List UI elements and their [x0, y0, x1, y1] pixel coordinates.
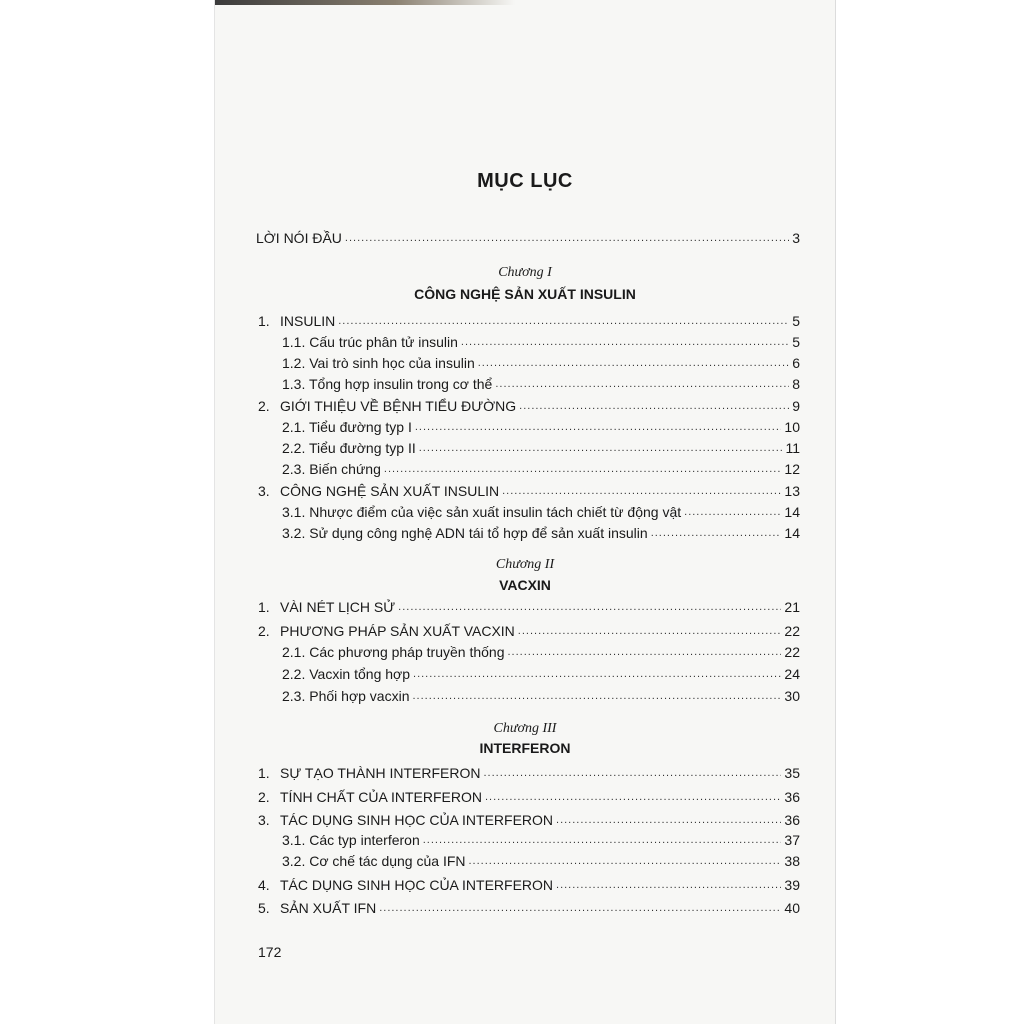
leader-dots — [556, 876, 781, 894]
toc-entry — [258, 482, 800, 500]
toc-entry-number: 3. — [258, 812, 270, 828]
toc-entry — [258, 876, 800, 894]
toc-entry-label: TÁC DỤNG SINH HỌC CỦA INTERFERON — [280, 877, 554, 893]
toc-entry-number: 2. — [258, 623, 270, 639]
leader-dots — [419, 439, 783, 457]
toc-entry — [282, 503, 800, 521]
toc-entry-number: 5. — [258, 900, 270, 916]
toc-entry-page: 22 — [784, 644, 800, 660]
toc-entry — [258, 788, 800, 806]
chapter-label: Chương III — [493, 721, 557, 736]
toc-entry-page: 14 — [784, 525, 800, 541]
toc-entry — [282, 439, 800, 457]
toc-entry-label: LỜI NÓI ĐẦU — [256, 230, 342, 246]
toc-entry-page: 40 — [784, 900, 800, 916]
toc-entry — [258, 899, 800, 917]
chapter-label: Chương II — [495, 557, 555, 572]
leader-dots — [507, 643, 781, 661]
toc-entry-label: VÀI NÉT LỊCH SỬ — [280, 599, 396, 615]
toc-entry-page: 11 — [785, 440, 800, 456]
toc-entry-label: 2.2. Tiểu đường typ II — [282, 440, 416, 456]
toc-entry-number: 1. — [258, 313, 270, 329]
toc-entry-page: 35 — [784, 765, 800, 781]
toc-entry-page: 24 — [784, 666, 800, 682]
toc-entry-page: 9 — [792, 398, 800, 414]
toc-entry-label: 2.1. Tiểu đường typ I — [282, 419, 412, 435]
toc-entry-number: 1. — [258, 765, 270, 781]
chapter-label: Chương I — [498, 265, 552, 280]
leader-dots — [483, 764, 781, 782]
leader-dots — [412, 687, 781, 705]
toc-entry-page: 38 — [784, 853, 800, 869]
toc-entry — [282, 831, 800, 849]
toc-entry-label: 1.2. Vai trò sinh học của insulin — [282, 355, 475, 371]
toc-entry — [258, 598, 800, 616]
toc-entry — [258, 811, 800, 829]
toc-entry-label: GIỚI THIỆU VỀ BỆNH TIỂU ĐƯỜNG — [280, 398, 517, 414]
leader-dots — [519, 397, 789, 415]
chapter-title: VACXIN — [499, 577, 551, 593]
page-number: 172 — [258, 944, 282, 960]
page-edge-shadow — [215, 0, 515, 5]
leader-dots — [518, 622, 782, 640]
leader-dots — [485, 788, 781, 806]
toc-entry-page: 3 — [792, 230, 800, 246]
toc-entry — [282, 687, 800, 705]
toc-entry — [282, 665, 800, 683]
leader-dots — [345, 229, 789, 247]
toc-entry-page: 22 — [784, 623, 800, 639]
toc-entry — [282, 524, 800, 542]
leader-dots — [415, 418, 782, 436]
toc-entry-page: 30 — [784, 688, 800, 704]
toc-entry-page: 36 — [784, 812, 800, 828]
leader-dots — [384, 460, 782, 478]
toc-entry-label: 2.1. Các phương pháp truyền thống — [282, 644, 505, 660]
leader-dots — [651, 524, 782, 542]
toc-entry-page: 13 — [784, 483, 800, 499]
leader-dots — [684, 503, 781, 521]
toc-entry-label: CÔNG NGHỆ SẢN XUẤT INSULIN — [280, 483, 500, 499]
toc-entry-label: 1.3. Tổng hợp insulin trong cơ thể — [282, 376, 493, 392]
toc-entry-label: 2.2. Vacxin tổng hợp — [282, 666, 411, 682]
toc-entry-page: 21 — [784, 599, 800, 615]
toc-entry — [258, 764, 800, 782]
toc-preface — [256, 229, 800, 247]
toc-entry — [258, 312, 800, 330]
toc-entry-number: 2. — [258, 398, 270, 414]
toc-entry-page: 5 — [792, 313, 800, 329]
toc-entry-label: 3.2. Cơ chế tác dụng của IFN — [282, 853, 466, 869]
toc-entry-page: 6 — [792, 355, 800, 371]
chapter-title: CÔNG NGHỆ SẢN XUẤT INSULIN — [414, 286, 636, 302]
toc-entry — [258, 622, 800, 640]
toc-entry-label: TÍNH CHẤT CỦA INTERFERON — [280, 789, 482, 805]
toc-entry-page: 8 — [792, 376, 800, 392]
toc-entry-number: 3. — [258, 483, 270, 499]
toc-entry-label: 2.3. Phối hợp vacxin — [282, 688, 410, 704]
toc-entry — [258, 397, 800, 415]
toc-entry-page: 37 — [784, 832, 800, 848]
toc-entry-label: SỰ TẠO THÀNH INTERFERON — [280, 765, 481, 781]
toc-entry — [282, 460, 800, 478]
toc-entry-label: SẢN XUẤT IFN — [280, 900, 377, 916]
toc-title: MỤC LỤC — [477, 170, 573, 192]
toc-entry-page: 39 — [784, 877, 800, 893]
leader-dots — [423, 831, 782, 849]
toc-entry — [282, 643, 800, 661]
toc-entry — [282, 418, 800, 436]
toc-entry-number: 1. — [258, 599, 270, 615]
toc-entry-label: 3.1. Các typ interferon — [282, 832, 420, 848]
leader-dots — [338, 312, 789, 330]
leader-dots — [413, 665, 781, 683]
leader-dots — [495, 375, 789, 393]
toc-entry — [282, 333, 800, 351]
toc-entry-label: 3.1. Nhược điểm của việc sản xuất insulin tách chiết từ động vật — [282, 504, 682, 520]
toc-entry-page: 5 — [792, 334, 800, 350]
toc-entry-label: 2.3. Biến chứng — [282, 461, 381, 477]
toc-entry-page: 12 — [784, 461, 800, 477]
toc-entry-page: 36 — [784, 789, 800, 805]
toc-entry-page: 10 — [784, 419, 800, 435]
toc-entry-label: TÁC DỤNG SINH HỌC CỦA INTERFERON — [280, 812, 554, 828]
chapter-title: INTERFERON — [479, 740, 571, 756]
toc-entry — [282, 852, 800, 870]
toc-entry-label: INSULIN — [280, 313, 336, 329]
toc-entry — [282, 375, 800, 393]
leader-dots — [502, 482, 781, 500]
toc-entry-number: 4. — [258, 877, 270, 893]
leader-dots — [398, 598, 781, 616]
toc-entry-label: PHƯƠNG PHÁP SẢN XUẤT VACXIN — [280, 623, 515, 639]
leader-dots — [461, 333, 789, 351]
toc-entry — [282, 354, 800, 372]
toc-entry-label: 3.2. Sử dụng công nghệ ADN tái tổ hợp để sản xuất insulin — [282, 525, 648, 541]
leader-dots — [469, 852, 782, 870]
toc-entry-label: 1.1. Cấu trúc phân tử insulin — [282, 334, 458, 350]
toc-entry-page: 14 — [784, 504, 800, 520]
leader-dots — [478, 354, 789, 372]
leader-dots — [379, 899, 781, 917]
toc-entry-number: 2. — [258, 789, 270, 805]
leader-dots — [556, 811, 781, 829]
